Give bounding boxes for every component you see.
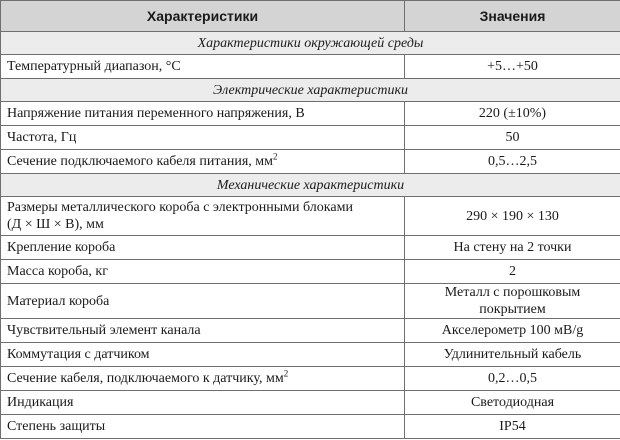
spec-name-cell — [1, 150, 405, 174]
table-row — [1, 367, 620, 391]
table-row — [1, 236, 620, 260]
table-row — [1, 150, 620, 174]
spec-name: Сечение подключаемого кабеля питания, мм — [7, 154, 273, 169]
spec-name: Коммутация с датчиком — [1, 343, 405, 367]
header-characteristics: Характеристики — [1, 1, 405, 32]
spec-value: Металл с порошковым покрытием — [405, 284, 620, 319]
spec-name: Степень защиты — [1, 415, 405, 439]
spec-name: Индикация — [1, 391, 405, 415]
spec-value: 220 (±10%) — [405, 102, 620, 126]
table-row — [1, 319, 620, 343]
section-mechanical — [1, 174, 620, 197]
section-title: Характеристики окружающей среды — [1, 32, 620, 55]
header-values: Значения — [405, 1, 620, 32]
spec-name: Частота, Гц — [1, 126, 405, 150]
table-row — [1, 197, 620, 236]
table-row — [1, 415, 620, 439]
table-row — [1, 55, 620, 79]
spec-name: Чувствительный элемент канала — [1, 319, 405, 343]
table-row — [1, 260, 620, 284]
spec-value: 50 — [405, 126, 620, 150]
spec-value: Акселерометр 100 мВ/g — [405, 319, 620, 343]
spec-name-cell — [1, 197, 405, 236]
spec-name: Материал короба — [1, 284, 405, 319]
table-header-row — [1, 1, 620, 32]
spec-value: +5…+50 — [405, 55, 620, 79]
spec-name: Температурный диапазон, °С — [1, 55, 405, 79]
spec-name: Напряжение питания переменного напряжения, В — [1, 102, 405, 126]
spec-name: Сечение кабеля, подключаемого к датчику, мм — [7, 371, 284, 386]
table-row — [1, 126, 620, 150]
spec-value: На стену на 2 точки — [405, 236, 620, 260]
spec-name-line2: (Д × Ш × В), мм — [7, 217, 104, 232]
spec-name-cell — [1, 367, 405, 391]
spec-value: IP54 — [405, 415, 620, 439]
spec-value: 0,5…2,5 — [405, 150, 620, 174]
table-row — [1, 284, 620, 319]
table-row — [1, 343, 620, 367]
section-environment — [1, 32, 620, 55]
spec-name: Крепление короба — [1, 236, 405, 260]
section-electrical — [1, 79, 620, 102]
spec-value: Удлинительный кабель — [405, 343, 620, 367]
spec-value: 0,2…0,5 — [405, 367, 620, 391]
spec-value: 2 — [405, 260, 620, 284]
superscript: 2 — [283, 368, 289, 379]
spec-value: Светодиодная — [405, 391, 620, 415]
section-title: Электрические характеристики — [1, 79, 620, 102]
superscript: 2 — [273, 151, 278, 162]
table-row — [1, 391, 620, 415]
table-row — [1, 102, 620, 126]
section-title: Механические характеристики — [1, 174, 620, 197]
spec-name: Масса короба, кг — [1, 260, 405, 284]
spec-name: Размеры металлического короба с электронными блоками — [7, 200, 353, 215]
spec-value: 290 × 190 × 130 — [405, 197, 620, 236]
